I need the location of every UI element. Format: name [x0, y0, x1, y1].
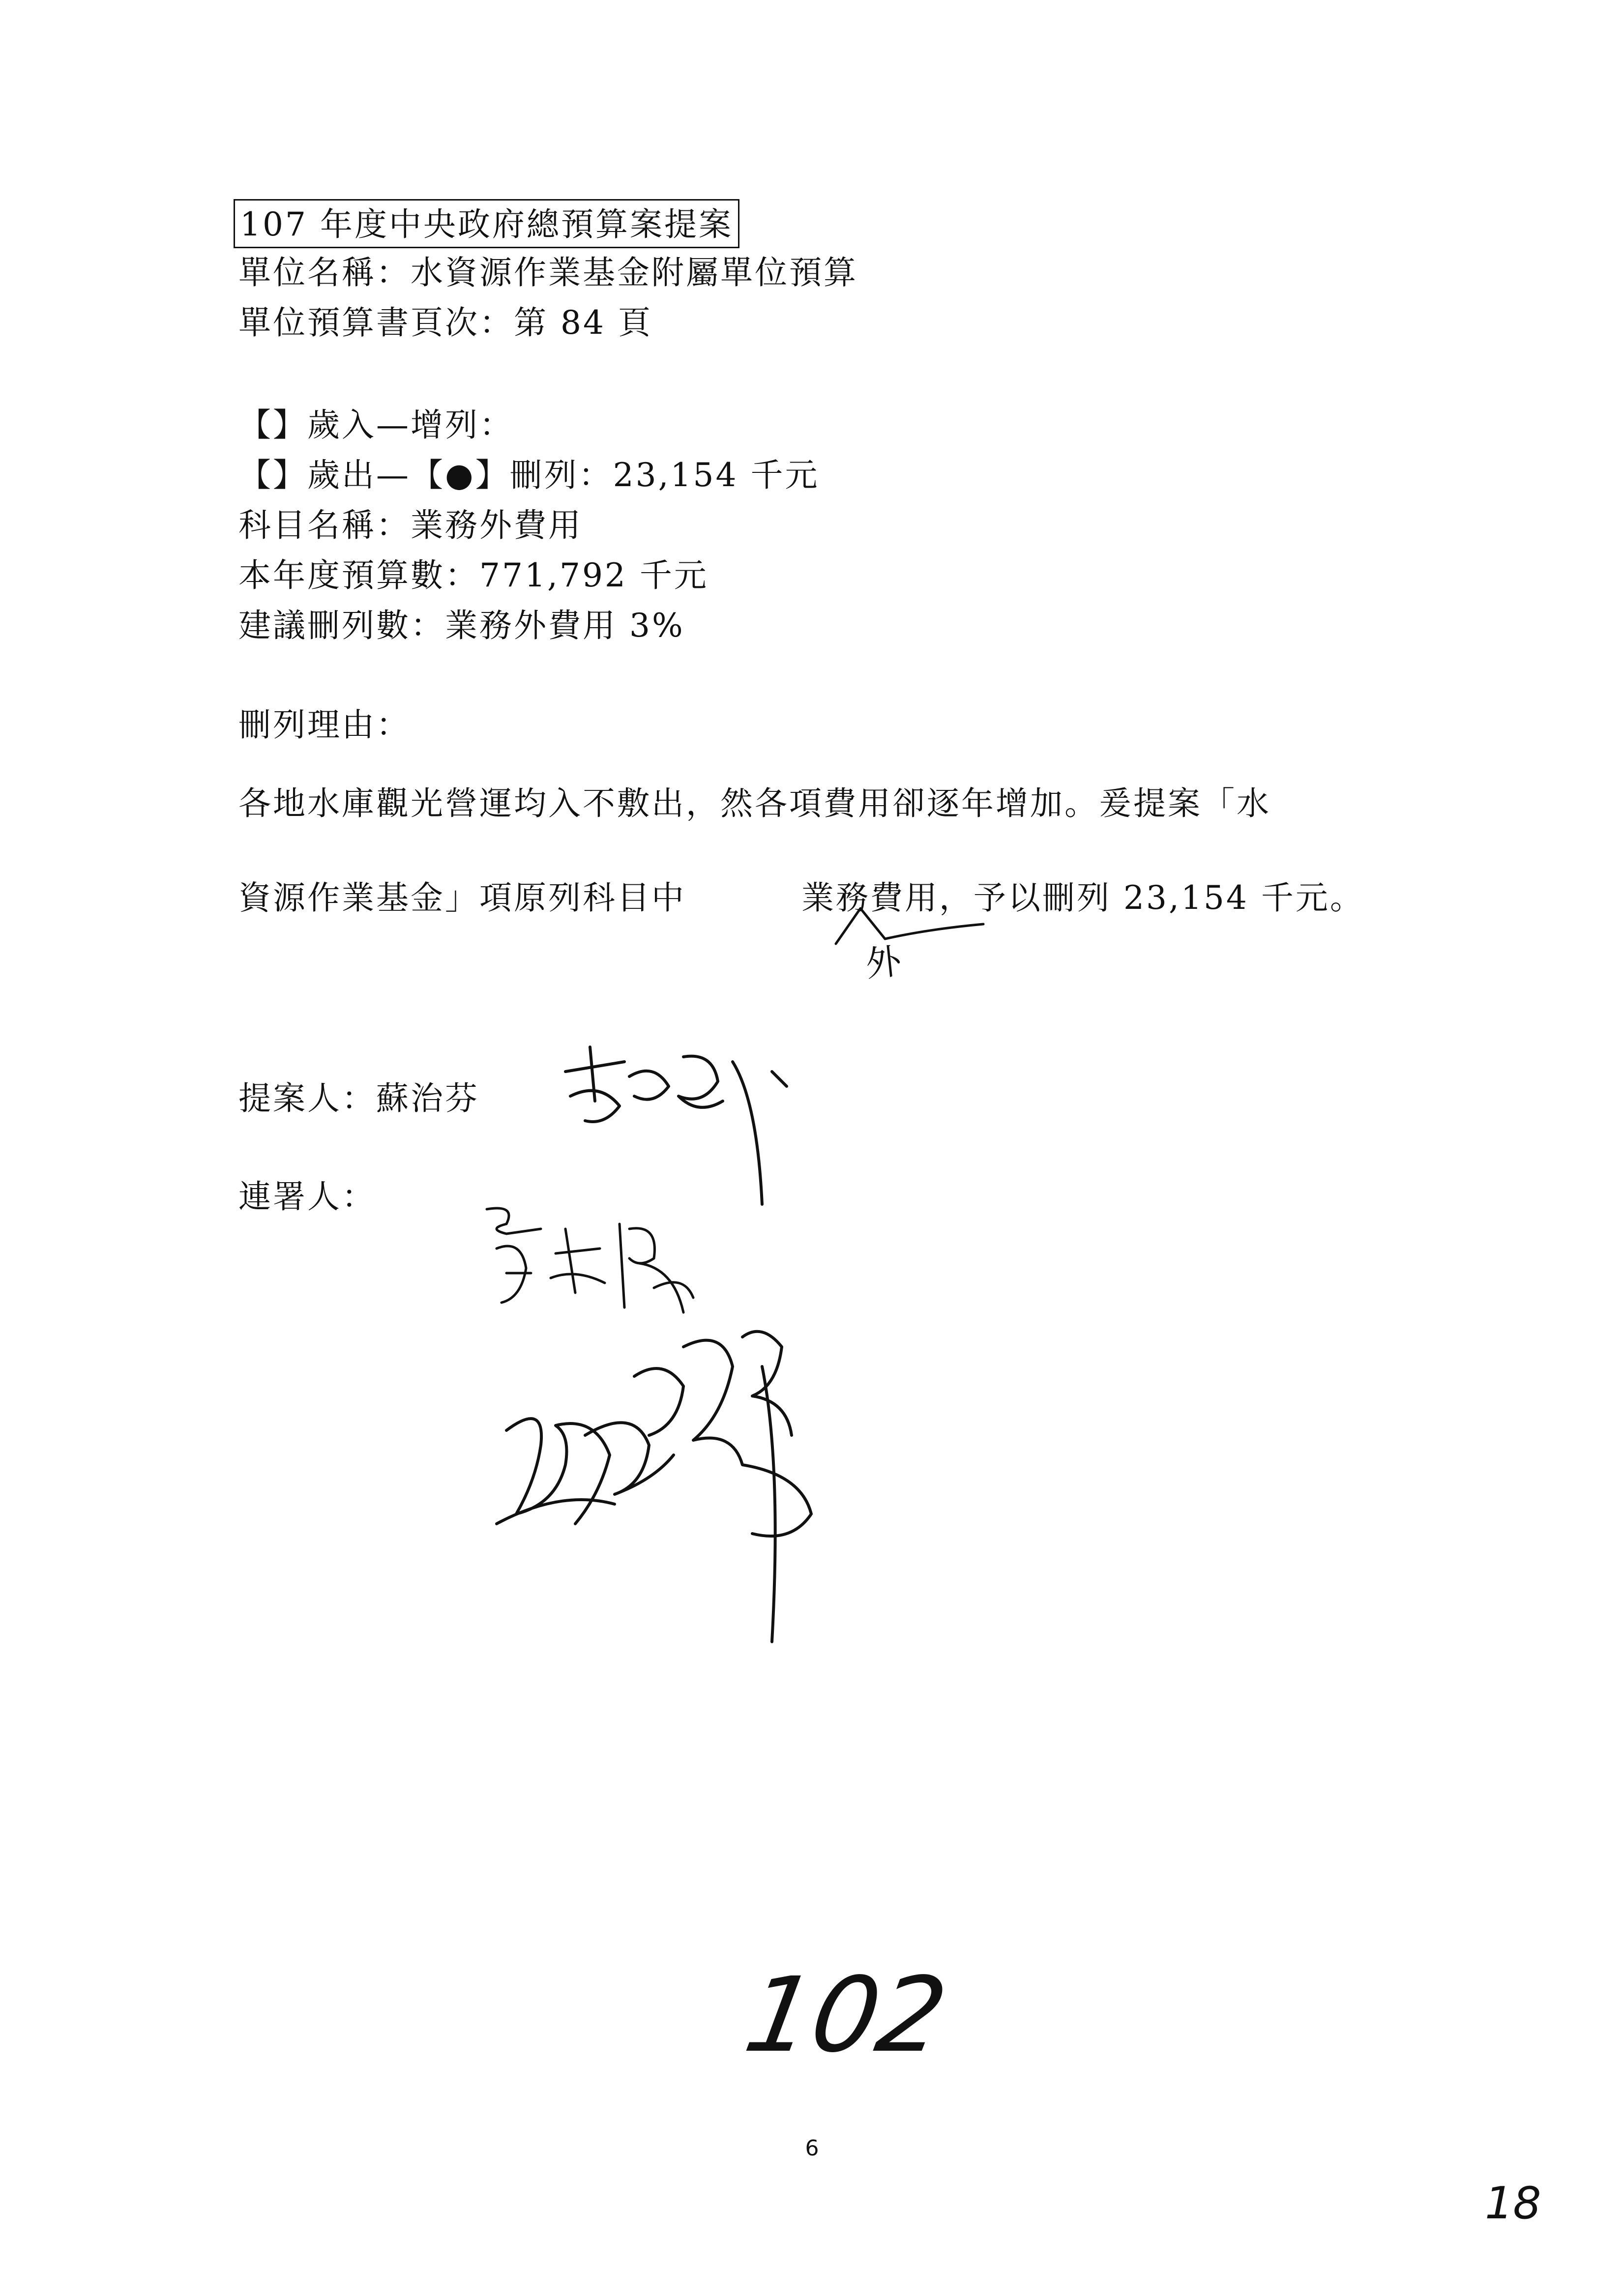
subject-line: 科目名稱：業務外費用	[238, 506, 583, 544]
unit-name: 單位名稱：水資源作業基金附屬單位預算	[238, 254, 858, 291]
cosigners-line: 連署人：	[238, 1178, 376, 1216]
expense-line: 【】歲出—【●】刪列：23,154 千元	[238, 456, 820, 494]
insert-mark-text: 外	[863, 940, 903, 985]
corner-number: 18	[1485, 2178, 1541, 2229]
signature-cosigner-1	[477, 1199, 703, 1327]
page-number: 6	[805, 2136, 819, 2161]
budget-page: 單位預算書頁次：第 84 頁	[238, 304, 652, 342]
budget-amount-line: 本年度預算數：771,792 千元	[238, 556, 709, 594]
reason-label: 刪列理由：	[238, 706, 411, 744]
reason-line-2a: 資源作業基金」項原列科目中	[238, 879, 686, 917]
income-line: 【】歲入—增列：	[238, 406, 514, 444]
proposer-line: 提案人：蘇治芬	[238, 1079, 479, 1117]
reason-line-1: 各地水庫觀光營運均入不敷出，然各項費用卻逐年增加。爰提案「水	[238, 785, 1271, 822]
handwritten-number: 102	[737, 1955, 955, 2075]
insert-caret-mark	[831, 904, 988, 949]
signature-cosigner-2	[487, 1317, 841, 1652]
proposed-cut-line: 建議刪列數：業務外費用 3%	[238, 607, 685, 644]
reason-line-2b: 業務費用，予以刪列 23,154 千元。	[801, 879, 1364, 917]
proposal-header: 107 年度中央政府總預算案提案	[234, 199, 739, 248]
